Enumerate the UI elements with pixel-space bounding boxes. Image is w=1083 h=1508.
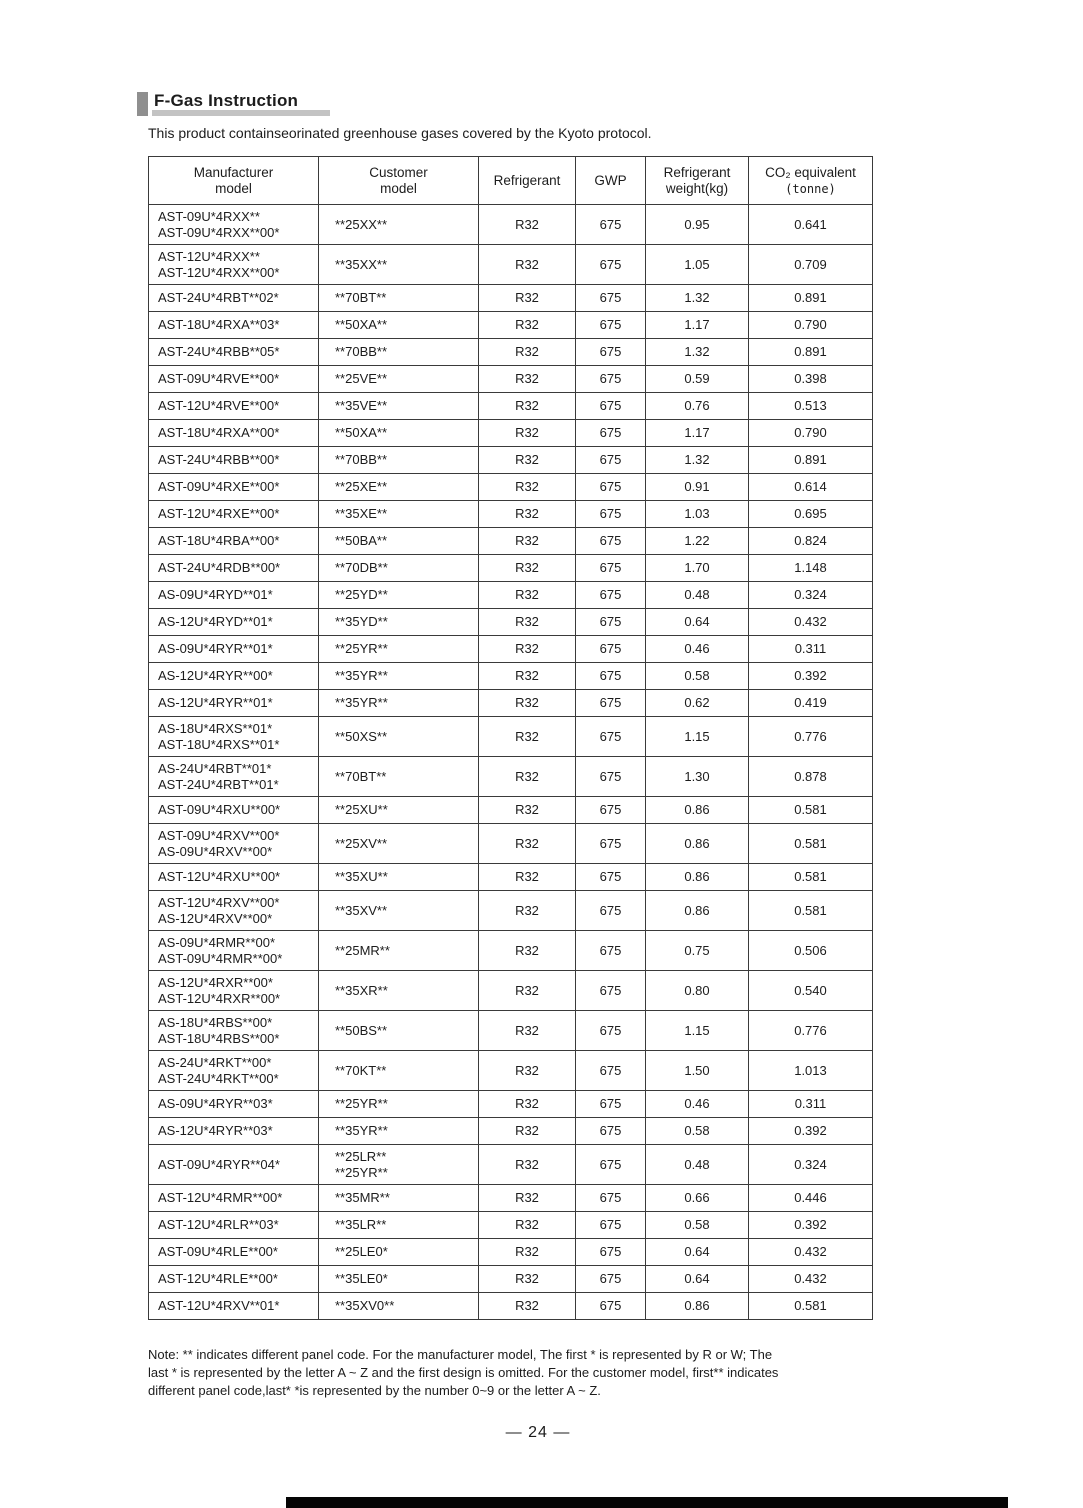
- column-header-refrigerant-weight: Refrigerant weight(kg): [646, 157, 749, 205]
- cell-manufacturer-model: AS-09U*4RYR**03*: [149, 1091, 319, 1118]
- cell-gwp: 675: [576, 447, 646, 474]
- table-row: [149, 1011, 873, 1051]
- cell-co2-equivalent: 0.581: [749, 824, 873, 864]
- table-row: [149, 717, 873, 757]
- table-row: [149, 636, 873, 663]
- table-row: [149, 420, 873, 447]
- cell-co2-equivalent: 0.392: [749, 1118, 873, 1145]
- cell-manufacturer-model: AS-09U*4RMR**00* AST-09U*4RMR**00*: [149, 931, 319, 971]
- cell-refrigerant-weight: 0.86: [646, 824, 749, 864]
- column-header-co2-equivalent: CO₂ equivalent (tonne): [749, 157, 873, 205]
- table-row: [149, 447, 873, 474]
- cell-gwp: 675: [576, 663, 646, 690]
- cell-refrigerant-weight: 0.64: [646, 1239, 749, 1266]
- page-content: [148, 88, 938, 1442]
- cell-refrigerant: R32: [479, 474, 576, 501]
- cell-refrigerant-weight: 0.75: [646, 931, 749, 971]
- cell-co2-equivalent: 0.790: [749, 420, 873, 447]
- column-header-manufacturer-model: Manufacturer model: [149, 157, 319, 205]
- cell-customer-model: **35XV**: [319, 891, 479, 931]
- cell-co2-equivalent: 0.824: [749, 528, 873, 555]
- cell-refrigerant: R32: [479, 393, 576, 420]
- cell-co2-equivalent: 0.581: [749, 1293, 873, 1320]
- cell-refrigerant-weight: 0.46: [646, 636, 749, 663]
- cell-co2-equivalent: 0.614: [749, 474, 873, 501]
- cell-co2-equivalent: 0.581: [749, 864, 873, 891]
- cell-gwp: 675: [576, 582, 646, 609]
- cell-manufacturer-model: AST-09U*4RXE**00*: [149, 474, 319, 501]
- cell-refrigerant-weight: 1.22: [646, 528, 749, 555]
- cell-refrigerant: R32: [479, 717, 576, 757]
- cell-refrigerant: R32: [479, 1118, 576, 1145]
- column-header-customer-model: Customer model: [319, 157, 479, 205]
- cell-manufacturer-model: AST-09U*4RVE**00*: [149, 366, 319, 393]
- table-row: [149, 1145, 873, 1185]
- cell-manufacturer-model: AST-18U*4RBA**00*: [149, 528, 319, 555]
- cell-co2-equivalent: 0.776: [749, 717, 873, 757]
- cell-customer-model: **25YD**: [319, 582, 479, 609]
- cell-manufacturer-model: AST-12U*4RXV**01*: [149, 1293, 319, 1320]
- cell-gwp: 675: [576, 1239, 646, 1266]
- cell-gwp: 675: [576, 474, 646, 501]
- cell-manufacturer-model: AST-09U*4RXX** AST-09U*4RXX**00*: [149, 205, 319, 245]
- cell-gwp: 675: [576, 1051, 646, 1091]
- table-row: [149, 609, 873, 636]
- cell-refrigerant: R32: [479, 891, 576, 931]
- cell-co2-equivalent: 0.432: [749, 1266, 873, 1293]
- cell-refrigerant-weight: 1.05: [646, 245, 749, 285]
- cell-gwp: 675: [576, 393, 646, 420]
- cell-co2-equivalent: 0.878: [749, 757, 873, 797]
- cell-co2-equivalent: 0.709: [749, 245, 873, 285]
- cell-co2-equivalent: 0.392: [749, 1212, 873, 1239]
- cell-customer-model: **25YR**: [319, 636, 479, 663]
- cell-manufacturer-model: AST-24U*4RBB**05*: [149, 339, 319, 366]
- cell-co2-equivalent: 0.432: [749, 609, 873, 636]
- footnote: [148, 1346, 938, 1400]
- cell-refrigerant: R32: [479, 663, 576, 690]
- cell-manufacturer-model: AST-12U*4RLR**03*: [149, 1212, 319, 1239]
- table-row: [149, 690, 873, 717]
- cell-gwp: 675: [576, 1185, 646, 1212]
- cell-manufacturer-model: AST-12U*4RVE**00*: [149, 393, 319, 420]
- cell-manufacturer-model: AST-09U*4RXU**00*: [149, 797, 319, 824]
- cell-customer-model: **70KT**: [319, 1051, 479, 1091]
- table-row: [149, 1212, 873, 1239]
- cell-gwp: 675: [576, 1145, 646, 1185]
- cell-refrigerant: R32: [479, 636, 576, 663]
- footnote-line: different panel code,last* *is represented by the number 0~9 or the letter A ~ Z.: [148, 1383, 601, 1398]
- cell-refrigerant: R32: [479, 1266, 576, 1293]
- cell-refrigerant: R32: [479, 1293, 576, 1320]
- cell-refrigerant: R32: [479, 1011, 576, 1051]
- table-row: [149, 339, 873, 366]
- cell-manufacturer-model: AST-18U*4RXA**00*: [149, 420, 319, 447]
- column-header-refrigerant: Refrigerant: [479, 157, 576, 205]
- cell-co2-equivalent: 0.419: [749, 690, 873, 717]
- cell-co2-equivalent: 1.013: [749, 1051, 873, 1091]
- cell-manufacturer-model: AS-24U*4RBT**01* AST-24U*4RBT**01*: [149, 757, 319, 797]
- cell-co2-equivalent: 0.446: [749, 1185, 873, 1212]
- cell-customer-model: **25XX**: [319, 205, 479, 245]
- cell-manufacturer-model: AS-12U*4RXR**00* AST-12U*4RXR**00*: [149, 971, 319, 1011]
- cell-manufacturer-model: AST-12U*4RMR**00*: [149, 1185, 319, 1212]
- cell-manufacturer-model: AST-24U*4RDB**00*: [149, 555, 319, 582]
- cell-refrigerant: R32: [479, 797, 576, 824]
- cell-customer-model: **35MR**: [319, 1185, 479, 1212]
- cell-co2-equivalent: 0.891: [749, 339, 873, 366]
- cell-co2-equivalent: 0.311: [749, 1091, 873, 1118]
- cell-refrigerant-weight: 1.32: [646, 447, 749, 474]
- table-row: [149, 797, 873, 824]
- table-row: [149, 824, 873, 864]
- intro-text: This product containseorinated greenhouse gases covered by the Kyoto protocol.: [148, 125, 652, 141]
- scan-footer-bar: [286, 1497, 1008, 1508]
- table-row: [149, 1051, 873, 1091]
- cell-refrigerant-weight: 0.59: [646, 366, 749, 393]
- cell-gwp: 675: [576, 420, 646, 447]
- table-row: [149, 528, 873, 555]
- cell-customer-model: **25LE0*: [319, 1239, 479, 1266]
- cell-refrigerant: R32: [479, 971, 576, 1011]
- cell-co2-equivalent: 0.513: [749, 393, 873, 420]
- cell-gwp: 675: [576, 757, 646, 797]
- cell-refrigerant-weight: 1.50: [646, 1051, 749, 1091]
- cell-manufacturer-model: AST-12U*4RXE**00*: [149, 501, 319, 528]
- cell-manufacturer-model: AST-12U*4RXV**00* AS-12U*4RXV**00*: [149, 891, 319, 931]
- cell-gwp: 675: [576, 339, 646, 366]
- table-row: [149, 501, 873, 528]
- cell-customer-model: **35YD**: [319, 609, 479, 636]
- cell-co2-equivalent: 0.324: [749, 1145, 873, 1185]
- cell-co2-equivalent: 0.432: [749, 1239, 873, 1266]
- cell-customer-model: **35XX**: [319, 245, 479, 285]
- cell-gwp: 675: [576, 528, 646, 555]
- cell-customer-model: **35LE0*: [319, 1266, 479, 1293]
- cell-refrigerant-weight: 0.86: [646, 797, 749, 824]
- cell-refrigerant-weight: 0.86: [646, 891, 749, 931]
- table-row: [149, 891, 873, 931]
- cell-manufacturer-model: AST-24U*4RBB**00*: [149, 447, 319, 474]
- cell-refrigerant: R32: [479, 824, 576, 864]
- cell-gwp: 675: [576, 501, 646, 528]
- cell-refrigerant: R32: [479, 245, 576, 285]
- table-row: [149, 1091, 873, 1118]
- cell-refrigerant: R32: [479, 931, 576, 971]
- cell-customer-model: **25XV**: [319, 824, 479, 864]
- cell-co2-equivalent: 0.581: [749, 797, 873, 824]
- cell-refrigerant: R32: [479, 420, 576, 447]
- cell-refrigerant: R32: [479, 285, 576, 312]
- cell-gwp: 675: [576, 690, 646, 717]
- cell-refrigerant-weight: 0.46: [646, 1091, 749, 1118]
- cell-gwp: 675: [576, 864, 646, 891]
- table-row: [149, 366, 873, 393]
- cell-refrigerant: R32: [479, 501, 576, 528]
- footnote-line: last * is represented by the letter A ~ Z and the first design is omitted. For the customer model, first** indicates: [148, 1365, 779, 1380]
- cell-refrigerant: R32: [479, 528, 576, 555]
- table-row: [149, 1185, 873, 1212]
- cell-refrigerant-weight: 0.91: [646, 474, 749, 501]
- cell-refrigerant: R32: [479, 1091, 576, 1118]
- cell-refrigerant-weight: 1.30: [646, 757, 749, 797]
- cell-co2-equivalent: 0.581: [749, 891, 873, 931]
- cell-refrigerant-weight: 0.64: [646, 609, 749, 636]
- cell-co2-equivalent: 0.311: [749, 636, 873, 663]
- cell-customer-model: **35YR**: [319, 1118, 479, 1145]
- cell-co2-equivalent: 0.891: [749, 447, 873, 474]
- cell-refrigerant: R32: [479, 555, 576, 582]
- cell-refrigerant: R32: [479, 1212, 576, 1239]
- cell-refrigerant: R32: [479, 864, 576, 891]
- cell-manufacturer-model: AS-09U*4RYD**01*: [149, 582, 319, 609]
- cell-refrigerant-weight: 0.58: [646, 663, 749, 690]
- table-row: [149, 1118, 873, 1145]
- table-row: [149, 474, 873, 501]
- column-header-gwp: GWP: [576, 157, 646, 205]
- cell-manufacturer-model: AST-09U*4RLE**00*: [149, 1239, 319, 1266]
- cell-refrigerant-weight: 0.58: [646, 1118, 749, 1145]
- cell-refrigerant: R32: [479, 1239, 576, 1266]
- cell-manufacturer-model: AS-12U*4RYR**03*: [149, 1118, 319, 1145]
- cell-refrigerant-weight: 0.64: [646, 1266, 749, 1293]
- cell-manufacturer-model: AS-18U*4RBS**00* AST-18U*4RBS**00*: [149, 1011, 319, 1051]
- cell-refrigerant: R32: [479, 447, 576, 474]
- cell-gwp: 675: [576, 1293, 646, 1320]
- cell-gwp: 675: [576, 717, 646, 757]
- table-row: [149, 285, 873, 312]
- cell-gwp: 675: [576, 609, 646, 636]
- cell-refrigerant: R32: [479, 1185, 576, 1212]
- cell-co2-equivalent: 0.891: [749, 285, 873, 312]
- table-row: [149, 1293, 873, 1320]
- cell-gwp: 675: [576, 971, 646, 1011]
- cell-refrigerant-weight: 1.17: [646, 312, 749, 339]
- table-row: [149, 393, 873, 420]
- page-title: F-Gas Instruction: [148, 88, 308, 113]
- cell-manufacturer-model: AST-12U*4RXU**00*: [149, 864, 319, 891]
- cell-gwp: 675: [576, 636, 646, 663]
- table-row: [149, 582, 873, 609]
- cell-customer-model: **70BB**: [319, 447, 479, 474]
- cell-gwp: 675: [576, 312, 646, 339]
- cell-customer-model: **25VE**: [319, 366, 479, 393]
- cell-refrigerant: R32: [479, 757, 576, 797]
- cell-customer-model: **25XU**: [319, 797, 479, 824]
- cell-refrigerant: R32: [479, 609, 576, 636]
- table-row: [149, 663, 873, 690]
- cell-refrigerant-weight: 0.58: [646, 1212, 749, 1239]
- cell-manufacturer-model: AS-12U*4RYR**01*: [149, 690, 319, 717]
- cell-customer-model: **35XU**: [319, 864, 479, 891]
- cell-gwp: 675: [576, 891, 646, 931]
- page-number: — 24 —: [505, 1424, 571, 1441]
- cell-refrigerant: R32: [479, 205, 576, 245]
- cell-refrigerant: R32: [479, 690, 576, 717]
- cell-customer-model: **25LR** **25YR**: [319, 1145, 479, 1185]
- table-row: [149, 205, 873, 245]
- cell-customer-model: **35XR**: [319, 971, 479, 1011]
- cell-refrigerant: R32: [479, 1051, 576, 1091]
- cell-gwp: 675: [576, 824, 646, 864]
- cell-manufacturer-model: AST-09U*4RYR**04*: [149, 1145, 319, 1185]
- cell-customer-model: **25XE**: [319, 474, 479, 501]
- cell-refrigerant: R32: [479, 312, 576, 339]
- cell-customer-model: **35LR**: [319, 1212, 479, 1239]
- table-row: [149, 555, 873, 582]
- title-accent-bar: [137, 92, 148, 116]
- cell-co2-equivalent: 0.392: [749, 663, 873, 690]
- table-row: [149, 245, 873, 285]
- cell-refrigerant-weight: 0.86: [646, 864, 749, 891]
- cell-co2-equivalent: 1.148: [749, 555, 873, 582]
- cell-customer-model: **70DB**: [319, 555, 479, 582]
- cell-manufacturer-model: AS-12U*4RYD**01*: [149, 609, 319, 636]
- cell-customer-model: **25YR**: [319, 1091, 479, 1118]
- table-header-row: [149, 157, 873, 205]
- cell-customer-model: **35YR**: [319, 663, 479, 690]
- cell-refrigerant-weight: 1.17: [646, 420, 749, 447]
- cell-gwp: 675: [576, 245, 646, 285]
- fgas-table: [148, 156, 873, 1320]
- cell-gwp: 675: [576, 285, 646, 312]
- cell-refrigerant: R32: [479, 366, 576, 393]
- cell-refrigerant-weight: 0.48: [646, 1145, 749, 1185]
- table-row: [149, 1266, 873, 1293]
- table-row: [149, 864, 873, 891]
- cell-refrigerant-weight: 1.03: [646, 501, 749, 528]
- cell-customer-model: **35XE**: [319, 501, 479, 528]
- cell-gwp: 675: [576, 366, 646, 393]
- cell-gwp: 675: [576, 1266, 646, 1293]
- table-row: [149, 931, 873, 971]
- cell-manufacturer-model: AST-18U*4RXA**03*: [149, 312, 319, 339]
- cell-customer-model: **35XV0**: [319, 1293, 479, 1320]
- cell-manufacturer-model: AS-24U*4RKT**00* AST-24U*4RKT**00*: [149, 1051, 319, 1091]
- cell-refrigerant-weight: 0.80: [646, 971, 749, 1011]
- cell-refrigerant-weight: 1.15: [646, 1011, 749, 1051]
- cell-refrigerant-weight: 0.48: [646, 582, 749, 609]
- section-title-block: [137, 88, 308, 113]
- cell-gwp: 675: [576, 1011, 646, 1051]
- cell-refrigerant-weight: 0.86: [646, 1293, 749, 1320]
- cell-co2-equivalent: 0.324: [749, 582, 873, 609]
- cell-customer-model: **70BT**: [319, 285, 479, 312]
- table-row: [149, 1239, 873, 1266]
- cell-manufacturer-model: AS-09U*4RYR**01*: [149, 636, 319, 663]
- cell-refrigerant-weight: 0.76: [646, 393, 749, 420]
- cell-refrigerant-weight: 1.32: [646, 285, 749, 312]
- cell-customer-model: **25MR**: [319, 931, 479, 971]
- footnote-line: Note: ** indicates different panel code. For the manufacturer model, The first * is represented by R or W; The: [148, 1347, 773, 1362]
- table-body: [149, 205, 873, 1320]
- cell-manufacturer-model: AST-12U*4RLE**00*: [149, 1266, 319, 1293]
- cell-co2-equivalent: 0.790: [749, 312, 873, 339]
- cell-refrigerant-weight: 0.66: [646, 1185, 749, 1212]
- cell-manufacturer-model: AST-12U*4RXX** AST-12U*4RXX**00*: [149, 245, 319, 285]
- table-row: [149, 971, 873, 1011]
- cell-co2-equivalent: 0.641: [749, 205, 873, 245]
- cell-co2-equivalent: 0.776: [749, 1011, 873, 1051]
- cell-gwp: 675: [576, 555, 646, 582]
- cell-customer-model: **50XS**: [319, 717, 479, 757]
- cell-gwp: 675: [576, 1212, 646, 1239]
- cell-gwp: 675: [576, 1118, 646, 1145]
- cell-refrigerant: R32: [479, 339, 576, 366]
- cell-manufacturer-model: AST-09U*4RXV**00* AS-09U*4RXV**00*: [149, 824, 319, 864]
- cell-refrigerant: R32: [479, 582, 576, 609]
- cell-customer-model: **70BT**: [319, 757, 479, 797]
- cell-co2-equivalent: 0.540: [749, 971, 873, 1011]
- cell-refrigerant: R32: [479, 1145, 576, 1185]
- cell-refrigerant-weight: 0.95: [646, 205, 749, 245]
- cell-gwp: 675: [576, 797, 646, 824]
- cell-manufacturer-model: AS-18U*4RXS**01* AST-18U*4RXS**01*: [149, 717, 319, 757]
- cell-customer-model: **50BS**: [319, 1011, 479, 1051]
- cell-co2-equivalent: 0.695: [749, 501, 873, 528]
- cell-customer-model: **50XA**: [319, 312, 479, 339]
- cell-gwp: 675: [576, 1091, 646, 1118]
- cell-refrigerant-weight: 1.15: [646, 717, 749, 757]
- cell-customer-model: **70BB**: [319, 339, 479, 366]
- cell-customer-model: **50BA**: [319, 528, 479, 555]
- table-row: [149, 312, 873, 339]
- cell-co2-equivalent: 0.398: [749, 366, 873, 393]
- cell-gwp: 675: [576, 205, 646, 245]
- cell-customer-model: **50XA**: [319, 420, 479, 447]
- cell-refrigerant-weight: 1.70: [646, 555, 749, 582]
- cell-manufacturer-model: AST-24U*4RBT**02*: [149, 285, 319, 312]
- cell-co2-equivalent: 0.506: [749, 931, 873, 971]
- cell-refrigerant-weight: 0.62: [646, 690, 749, 717]
- table-row: [149, 757, 873, 797]
- cell-gwp: 675: [576, 931, 646, 971]
- cell-customer-model: **35VE**: [319, 393, 479, 420]
- cell-manufacturer-model: AS-12U*4RYR**00*: [149, 663, 319, 690]
- cell-refrigerant-weight: 1.32: [646, 339, 749, 366]
- cell-customer-model: **35YR**: [319, 690, 479, 717]
